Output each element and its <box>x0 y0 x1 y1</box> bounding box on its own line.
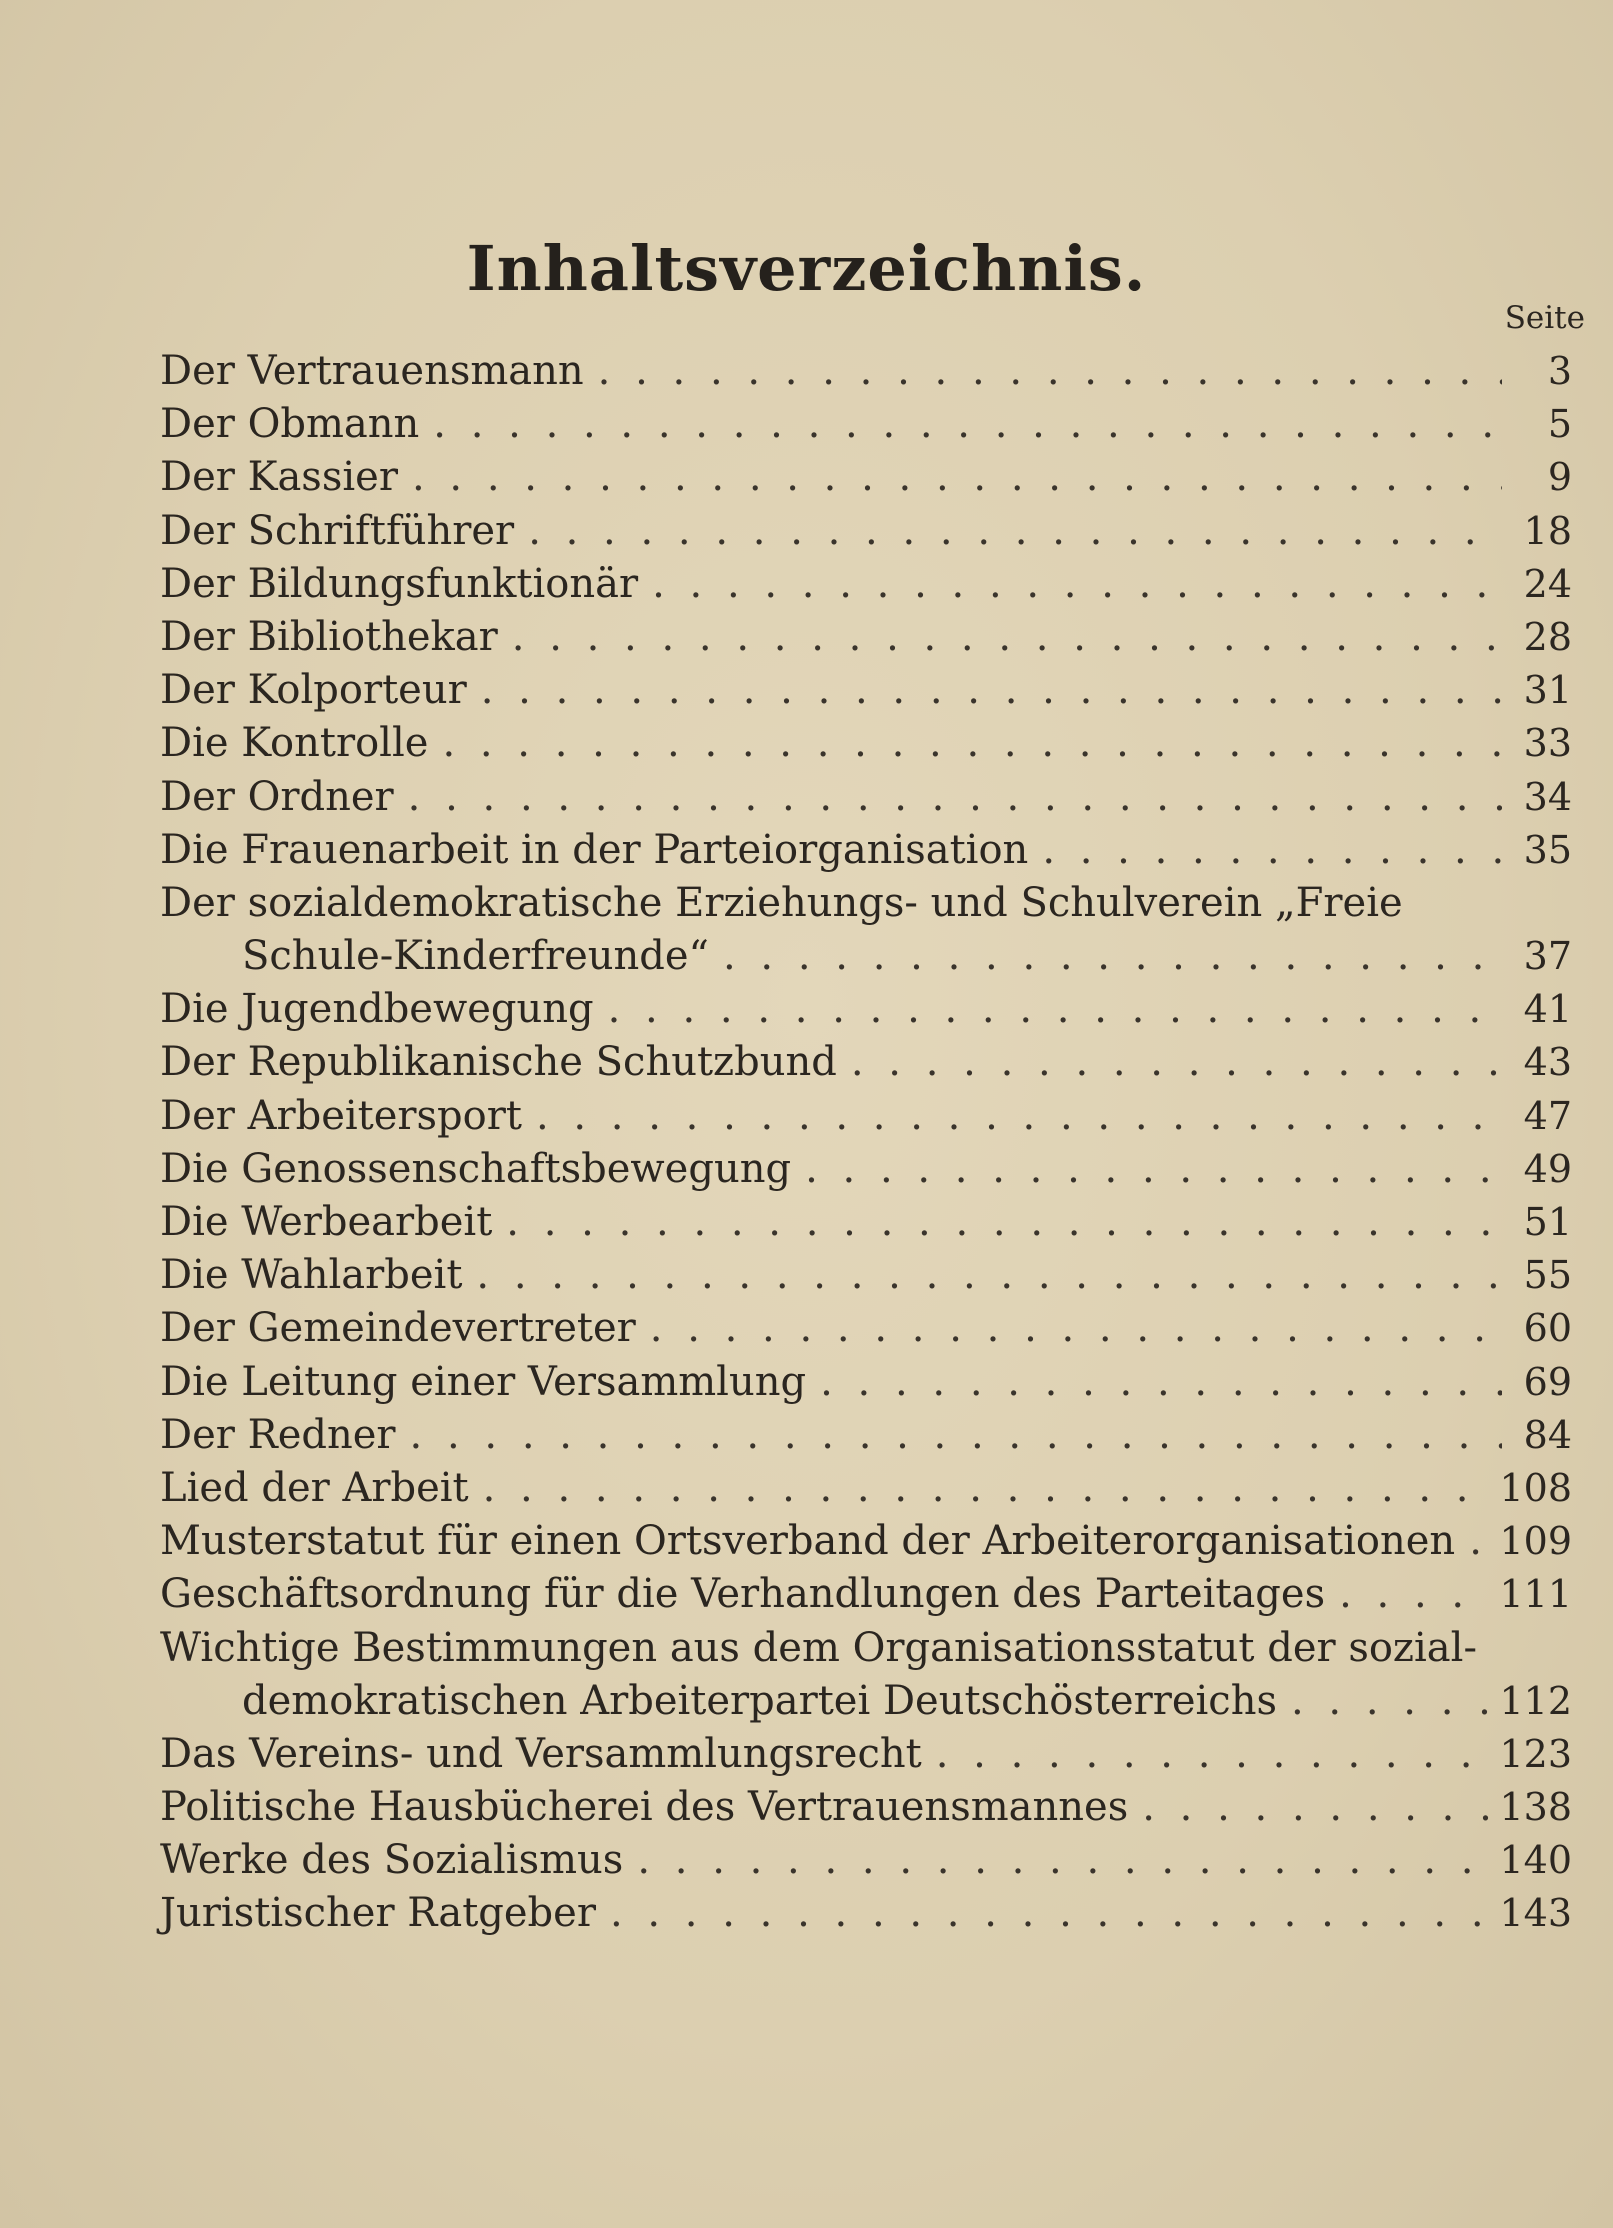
table-of-contents <box>160 345 1572 1941</box>
toc-entry-page: 3 <box>1547 349 1572 393</box>
page-column-header: Seite <box>1504 300 1585 336</box>
toc-entry-page: 35 <box>1523 827 1572 872</box>
toc-entry-page: 41 <box>1523 987 1572 1032</box>
toc-entry-title: Der Arbeitersport <box>160 1092 522 1139</box>
dot-leader <box>598 345 1502 398</box>
dot-leader <box>506 1196 1502 1249</box>
dot-leader <box>412 451 1502 504</box>
toc-entry <box>160 1409 1572 1462</box>
dot-leader <box>1142 1781 1489 1834</box>
toc-entry-title: Der Gemeindevertreter <box>160 1305 636 1352</box>
toc-entry-title: Die Wahlarbeit <box>160 1252 463 1299</box>
toc-entry-title: Der Ordner <box>160 773 394 820</box>
toc-entry-page: 140 <box>1499 1838 1572 1883</box>
toc-entry <box>160 558 1572 611</box>
toc-entry-page: 34 <box>1523 774 1572 819</box>
toc-entry <box>160 1090 1572 1143</box>
toc-entry-page: 28 <box>1523 614 1572 659</box>
toc-entry <box>160 1834 1572 1887</box>
toc-entry <box>160 983 1572 1036</box>
toc-entry <box>160 1728 1572 1781</box>
toc-entry-title: Die Jugendbewegung <box>160 986 594 1033</box>
dot-leader <box>536 1090 1502 1143</box>
toc-entry <box>160 1462 1572 1515</box>
toc-entry <box>160 398 1572 451</box>
toc-entry-page: 33 <box>1523 721 1572 766</box>
toc-entry-title: Der Republikanische Schutzbund <box>160 1039 837 1086</box>
toc-entry <box>160 505 1572 558</box>
dot-leader <box>481 664 1502 717</box>
toc-entry-title: Wichtige Bestimmungen aus dem Organisationsstatut der sozial- <box>160 1624 1477 1671</box>
toc-entry <box>160 1515 1572 1568</box>
toc-entry-title: Die Kontrolle <box>160 720 429 767</box>
dot-leader <box>805 1143 1502 1196</box>
toc-entry <box>160 1568 1572 1621</box>
dot-leader <box>608 983 1502 1036</box>
dot-leader <box>476 1249 1502 1302</box>
toc-entry-page: 84 <box>1523 1412 1572 1457</box>
toc-entry-title: Der Redner <box>160 1411 396 1458</box>
toc-entry-title: Lied der Arbeit <box>160 1464 469 1511</box>
toc-entry-page: 55 <box>1523 1253 1572 1298</box>
toc-entry <box>160 611 1572 664</box>
toc-entry-line-1 <box>160 1622 1572 1675</box>
toc-entry-page: 37 <box>1523 934 1572 979</box>
toc-entry-page: 138 <box>1499 1785 1572 1830</box>
toc-entry-page: 49 <box>1523 1146 1572 1191</box>
toc-entry-page: 5 <box>1547 402 1572 447</box>
toc-entry-title: Politische Hausbücherei des Vertrauensmannes <box>160 1784 1129 1831</box>
dot-leader <box>408 771 1502 824</box>
dot-leader <box>1469 1515 1489 1568</box>
toc-entry-line-2 <box>160 930 1572 983</box>
toc-entry <box>160 717 1572 770</box>
toc-entry-page: 31 <box>1523 668 1572 713</box>
toc-entry-page: 109 <box>1499 1519 1572 1564</box>
toc-entry-line-1 <box>160 877 1572 930</box>
dot-leader <box>723 930 1502 983</box>
dot-leader <box>637 1834 1489 1887</box>
page-title: Inhaltsverzeichnis. <box>466 232 1147 305</box>
toc-entry-title: Geschäftsordnung für die Verhandlungen des Parteitages <box>160 1571 1326 1618</box>
toc-entry-page: 112 <box>1499 1678 1572 1723</box>
toc-entry <box>160 1302 1572 1355</box>
toc-entry-page: 123 <box>1499 1731 1572 1776</box>
toc-entry <box>160 1781 1572 1834</box>
dot-leader <box>650 1302 1502 1355</box>
toc-entry-title: Der Bibliothekar <box>160 613 498 660</box>
toc-entry-title: Die Frauenarbeit in der Parteiorganisation <box>160 826 1029 873</box>
toc-entry-title: Der Obmann <box>160 401 420 448</box>
toc-entry <box>160 1196 1572 1249</box>
toc-entry-title: Der Vertrauensmann <box>160 348 584 394</box>
dot-leader <box>1042 824 1502 877</box>
dot-leader <box>1291 1675 1489 1728</box>
toc-entry <box>160 824 1572 877</box>
toc-entry-title: Der Kolporteur <box>160 667 467 714</box>
toc-entry-page: 108 <box>1499 1465 1572 1510</box>
toc-entry <box>160 1356 1572 1409</box>
toc-entry <box>160 345 1572 398</box>
dot-leader <box>652 558 1502 611</box>
toc-entry <box>160 664 1572 717</box>
toc-entry-title: Die Leitung einer Versammlung <box>160 1358 807 1405</box>
toc-entry-title: Die Genossenschaftsbewegung <box>160 1145 792 1192</box>
toc-entry-title: Werke des Sozialismus <box>160 1837 624 1884</box>
dot-leader <box>610 1887 1490 1940</box>
toc-entry <box>160 1887 1572 1940</box>
toc-entry <box>160 1143 1572 1196</box>
toc-entry-page: 143 <box>1499 1891 1572 1936</box>
toc-entry-title: Musterstatut für einen Ortsverband der Arbeiterorganisationen <box>160 1518 1456 1565</box>
toc-entry-title: Das Vereins- und Versammlungsrecht <box>160 1730 922 1777</box>
toc-entry-page: 24 <box>1523 561 1572 606</box>
toc-entry-title-continued: Schule-Kinderfreunde“ <box>242 933 709 980</box>
toc-entry-page: 18 <box>1523 508 1572 553</box>
toc-entry <box>160 771 1572 824</box>
dot-leader <box>483 1462 1490 1515</box>
dot-leader <box>512 611 1502 664</box>
toc-entry-title: Der Bildungsfunktionär <box>160 560 639 607</box>
toc-entry-page: 43 <box>1523 1040 1572 1085</box>
toc-entry-page: 47 <box>1523 1093 1572 1138</box>
dot-leader <box>442 717 1502 770</box>
toc-entry-title: Der Kassier <box>160 454 398 501</box>
toc-entry-line-2 <box>160 1675 1572 1728</box>
toc-entry-page: 60 <box>1523 1306 1572 1351</box>
toc-entry-title: Der Schriftführer <box>160 507 515 554</box>
toc-entry-title: Juristischer Ratgeber <box>160 1890 596 1937</box>
dot-leader <box>851 1036 1502 1089</box>
toc-entry-page: 69 <box>1523 1359 1572 1404</box>
dot-leader <box>410 1409 1502 1462</box>
dot-leader <box>528 505 1502 558</box>
toc-entry <box>160 1249 1572 1302</box>
toc-entry-page: 9 <box>1547 455 1572 500</box>
dot-leader <box>936 1728 1490 1781</box>
toc-entry <box>160 1036 1572 1089</box>
toc-entry-title: Die Werbearbeit <box>160 1199 493 1245</box>
dot-leader <box>433 398 1502 451</box>
toc-entry-title-continued: demokratischen Arbeiterpartei Deutschösterreichs <box>242 1677 1277 1724</box>
toc-entry-page: 111 <box>1499 1572 1572 1617</box>
toc-entry-page: 51 <box>1523 1200 1572 1244</box>
toc-entry-title: Der sozialdemokratische Erziehungs- und Schulverein „Freie <box>160 879 1403 926</box>
dot-leader <box>820 1356 1502 1409</box>
toc-entry <box>160 451 1572 504</box>
dot-leader <box>1339 1568 1489 1621</box>
